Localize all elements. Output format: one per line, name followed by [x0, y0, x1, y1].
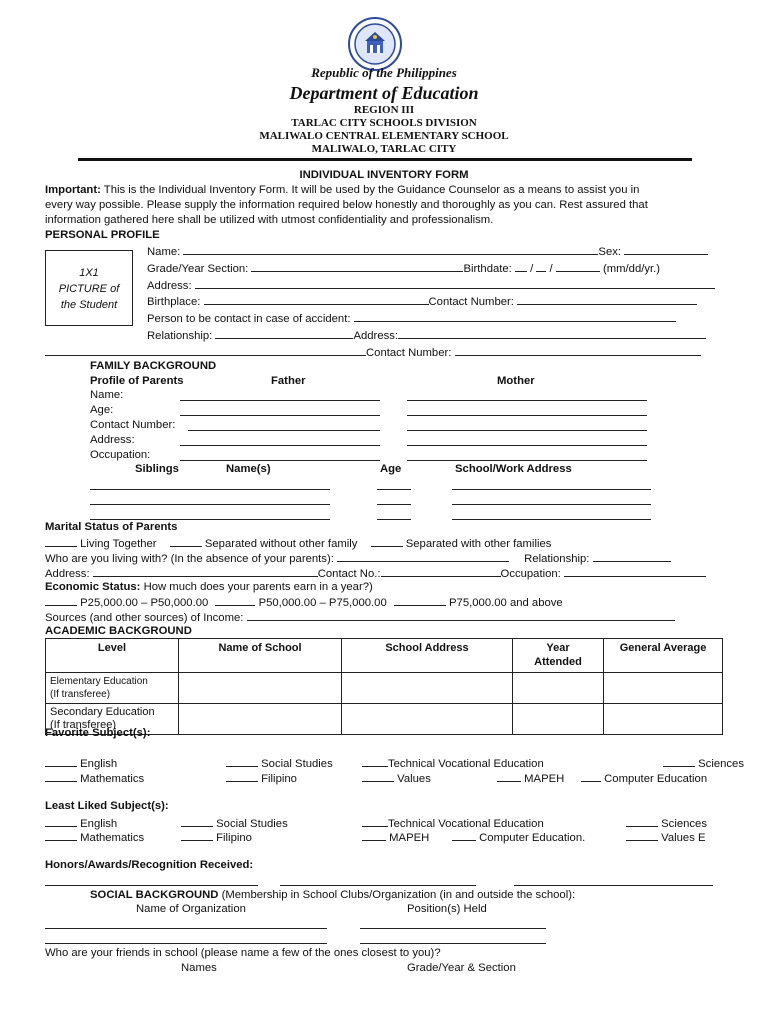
personal-profile-heading: PERSONAL PROFILE: [45, 229, 160, 241]
sibling-age-field[interactable]: [377, 504, 411, 505]
deped-seal: [348, 17, 402, 71]
division-heading: TARLAC CITY SCHOOLS DIVISION: [291, 117, 477, 129]
least-heading: Least Liked Subject(s):: [45, 800, 169, 812]
important-note-line3: information gathered here shall be utilized with utmost confidentiality and professionalism.: [45, 214, 494, 226]
emergency-row: Person to be contact in case of accident:: [147, 310, 676, 327]
guardian-relationship-field[interactable]: [593, 550, 671, 562]
secondary-average-cell[interactable]: [604, 703, 723, 734]
social-heading-row: SOCIAL BACKGROUND (Membership in School Clubs/Organization (in and outside the school):: [90, 889, 576, 901]
fav-social: Social Studies: [226, 755, 333, 772]
position-label: Position(s) Held: [407, 903, 487, 915]
honors-field[interactable]: [514, 885, 713, 886]
table-header-row: [46, 639, 723, 673]
contact2-row: Contact Number:: [45, 344, 701, 361]
father-address-field[interactable]: [180, 445, 380, 446]
separated-with-check[interactable]: [371, 535, 403, 547]
friends-names-label: Names: [181, 962, 217, 974]
col-school-header: Name of School: [179, 639, 342, 673]
important-note: Important: This is the Individual Inventory Form. It will be used by the Guidance Counselor as a means to assist you in: [45, 184, 640, 196]
parent-name-label: Name:: [90, 389, 124, 401]
income-range-row: P25,000.00 – P50,000.00 P50,000.00 – P75,000.00 P75,000.00 and above: [45, 594, 563, 611]
birth-year-field[interactable]: [556, 260, 600, 272]
marital-heading: Marital Status of Parents: [45, 521, 178, 533]
least-tve-check[interactable]: [362, 815, 388, 827]
secondary-year-cell[interactable]: [513, 703, 604, 734]
birthplace-row: Birthplace: Contact Number:: [147, 293, 697, 310]
fav-tve-check[interactable]: [362, 755, 388, 767]
economic-row: Economic Status: How much does your parents earn in a year?): [45, 581, 373, 593]
sibling-names-label: Name(s): [226, 463, 271, 475]
parent-address-label: Address:: [90, 434, 135, 446]
fav-mapeh-check[interactable]: [497, 770, 521, 782]
least-filipino-check[interactable]: [181, 829, 213, 841]
relationship-row: Relationship: Address:: [147, 327, 706, 344]
least-english-check[interactable]: [45, 815, 77, 827]
siblings-label: Siblings: [135, 463, 179, 475]
sibling-school-label: School/Work Address: [455, 463, 572, 475]
fav-english-check[interactable]: [45, 755, 77, 767]
emergency-extra-field[interactable]: [45, 344, 366, 356]
photo-label-3: the Student: [60, 299, 118, 311]
grade-row: Grade/Year Section: Birthdate: / / (mm/dd/yr.): [147, 260, 660, 277]
sibling-school-field[interactable]: [452, 504, 651, 505]
photo-box: [45, 250, 133, 326]
father-name-field[interactable]: [180, 400, 380, 401]
parent-contact-label: Contact Number:: [90, 419, 176, 431]
school-address-heading: MALIWALO, TARLAC CITY: [311, 143, 457, 155]
mother-contact-field[interactable]: [407, 430, 647, 431]
least-sciences-check[interactable]: [626, 815, 658, 827]
secondary-level-cell: Secondary Education (If transferee): [46, 703, 179, 734]
important-note-line2: every way possible. Please supply the information required below honestly and thoroughly as you can. Rest assured that: [45, 199, 648, 211]
fav-computer-check[interactable]: [581, 770, 601, 782]
parent-age-label: Age:: [90, 404, 114, 416]
least-math: Mathematics: [45, 829, 144, 846]
honors-field[interactable]: [280, 885, 476, 886]
least-values-check[interactable]: [626, 829, 658, 841]
sibling-school-field[interactable]: [452, 489, 651, 490]
form-title: INDIVIDUAL INVENTORY FORM: [299, 169, 469, 181]
guardian-contact-field[interactable]: [381, 565, 501, 577]
least-computer-check[interactable]: [452, 829, 476, 841]
father-age-field[interactable]: [180, 415, 380, 416]
academic-heading: ACADEMIC BACKGROUND: [45, 625, 192, 637]
birth-day-field[interactable]: [536, 260, 546, 272]
mother-age-field[interactable]: [407, 415, 647, 416]
fav-sciences-check[interactable]: [663, 755, 695, 767]
least-social: Social Studies: [181, 815, 288, 832]
emergency-address-field[interactable]: [398, 327, 706, 339]
fav-english: English: [45, 755, 117, 772]
marital-options: Living Together Separated without other family Separated with other families: [45, 535, 551, 552]
secondary-school-cell[interactable]: [179, 703, 342, 734]
elementary-address-cell[interactable]: [342, 672, 513, 703]
least-math-check[interactable]: [45, 829, 77, 841]
organization-field[interactable]: [45, 928, 327, 929]
fav-filipino: Filipino: [226, 770, 297, 787]
separated-without-check[interactable]: [170, 535, 202, 547]
income-range1-check[interactable]: [45, 594, 77, 606]
least-tve: Technical Vocational Education: [362, 815, 544, 832]
least-values: Values E: [626, 829, 706, 846]
living-together-check[interactable]: [45, 535, 77, 547]
position-field[interactable]: [360, 928, 546, 929]
family-heading: FAMILY BACKGROUND: [90, 360, 217, 372]
income-range3-check[interactable]: [394, 594, 446, 606]
department-heading: Department of Education: [289, 83, 479, 103]
sex-field[interactable]: [624, 243, 708, 255]
guardian-row: Address: Contact No.: Occupation:: [45, 565, 706, 582]
sibling-age-label: Age: [380, 463, 402, 475]
fav-math: Mathematics: [45, 770, 144, 787]
fav-filipino-check[interactable]: [226, 770, 258, 782]
mother-address-field[interactable]: [407, 445, 647, 446]
parent-occupation-label: Occupation:: [90, 449, 151, 461]
fav-mapeh: MAPEH: [497, 770, 564, 787]
least-mapeh: MAPEH: [362, 829, 429, 846]
contact-number-field[interactable]: [517, 293, 697, 305]
sibling-name-field[interactable]: [90, 504, 330, 505]
region-heading: REGION III: [353, 104, 415, 116]
org-name-label: Name of Organization: [136, 903, 246, 915]
col-year-header: Year Attended: [513, 639, 604, 673]
guardian-occupation-field[interactable]: [564, 565, 706, 577]
least-mapeh-check[interactable]: [362, 829, 386, 841]
col-address-header: School Address: [342, 639, 513, 673]
father-label: Father: [271, 375, 306, 387]
friends-question: Who are your friends in school (please name a few of the ones closest to you)?: [45, 947, 441, 959]
father-contact-field[interactable]: [188, 430, 380, 431]
favorite-heading: Favorite Subject(s):: [45, 727, 151, 739]
name-field[interactable]: [183, 243, 598, 255]
sibling-age-field[interactable]: [377, 519, 411, 520]
elementary-school-cell[interactable]: [179, 672, 342, 703]
income-range2-check[interactable]: [215, 594, 255, 606]
fav-values-check[interactable]: [362, 770, 394, 782]
fav-tve: Technical Vocational Education: [362, 755, 544, 772]
position-field[interactable]: [360, 943, 546, 944]
least-filipino: Filipino: [181, 829, 252, 846]
organization-field[interactable]: [45, 943, 327, 944]
profile-parents-label: Profile of Parents: [90, 375, 184, 387]
school-heading: MALIWALO CENTRAL ELEMENTARY SCHOOL: [259, 130, 509, 142]
col-level-header: Level: [46, 639, 179, 673]
guardian-address-field[interactable]: [93, 565, 318, 577]
least-english: English: [45, 815, 117, 832]
photo-label-2: PICTURE of: [58, 283, 120, 295]
mother-label: Mother: [497, 375, 535, 387]
header-divider: [78, 158, 692, 161]
grade-section-field[interactable]: [251, 260, 463, 272]
least-social-check[interactable]: [181, 815, 213, 827]
academic-table: [45, 638, 723, 735]
elementary-year-cell[interactable]: [513, 672, 604, 703]
living-with-field[interactable]: [337, 550, 509, 562]
fav-math-check[interactable]: [45, 770, 77, 782]
republic-heading: Republic of the Philippines: [311, 65, 457, 80]
sibling-school-field[interactable]: [452, 519, 651, 520]
income-sources-row: Sources (and other sources) of Income:: [45, 609, 675, 626]
friends-grade-label: Grade/Year & Section: [407, 962, 516, 974]
emergency-contact-number-field[interactable]: [455, 344, 701, 356]
least-computer: Computer Education.: [452, 829, 585, 846]
father-occupation-field[interactable]: [180, 460, 380, 461]
fav-computer: Computer Education: [581, 770, 707, 787]
mother-name-field[interactable]: [407, 400, 647, 401]
sibling-name-field[interactable]: [90, 489, 330, 490]
address-row: Address:: [147, 277, 715, 294]
birthplace-field[interactable]: [204, 293, 429, 305]
photo-label-1: 1X1: [79, 267, 99, 279]
name-row: Name: Sex:: [147, 243, 708, 260]
sibling-age-field[interactable]: [377, 489, 411, 490]
fav-sciences: Sciences: [663, 755, 744, 772]
secondary-address-cell[interactable]: [342, 703, 513, 734]
table-row: [46, 672, 723, 703]
emergency-contact-field[interactable]: [354, 310, 676, 322]
mother-occupation-field[interactable]: [407, 460, 647, 461]
fav-social-check[interactable]: [226, 755, 258, 767]
elementary-level-cell: Elementary Education (If transferee): [46, 672, 179, 703]
relationship-field[interactable]: [215, 327, 353, 339]
birth-month-field[interactable]: [515, 260, 527, 272]
col-average-header: General Average: [604, 639, 723, 673]
income-sources-field[interactable]: [247, 609, 675, 621]
honors-field[interactable]: [45, 885, 258, 886]
least-sciences: Sciences: [626, 815, 707, 832]
elementary-average-cell[interactable]: [604, 672, 723, 703]
honors-heading: Honors/Awards/Recognition Received:: [45, 859, 254, 871]
living-with-row: Who are you living with? (In the absence of your parents): Relationship:: [45, 550, 671, 567]
fav-values: Values: [362, 770, 431, 787]
address-field[interactable]: [195, 277, 715, 289]
